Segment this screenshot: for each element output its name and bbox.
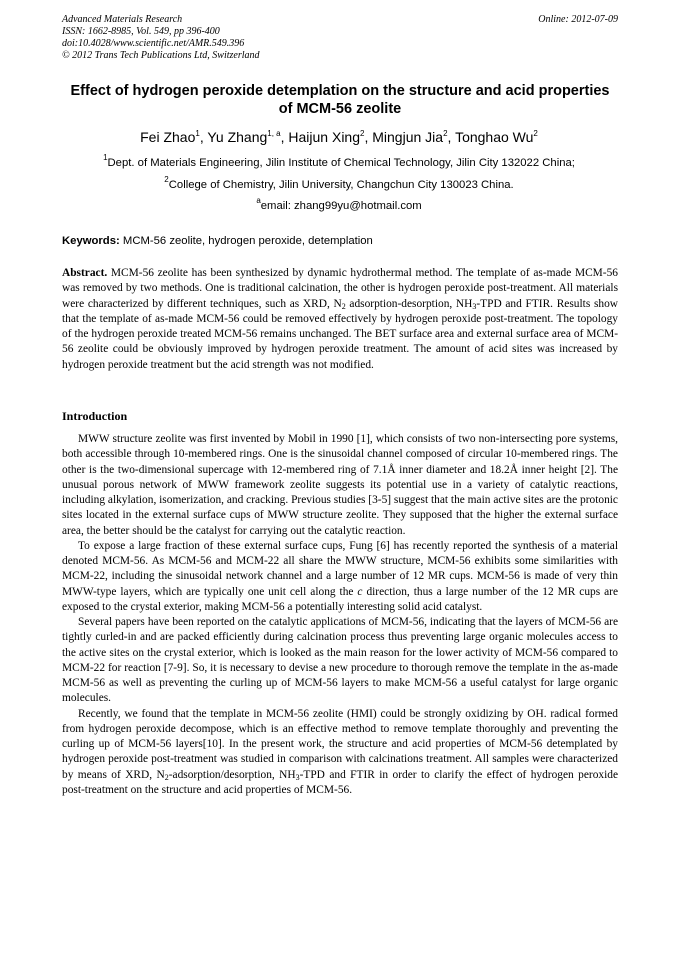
email-mark: a [256,196,261,205]
subscript: 3 [472,301,477,311]
paragraph-text: To expose a large fraction of these external surface cups, Fung [6] has recently reported the synthesis of a material denoted MCM-56. As MCM-56 and MCM-22 all share the MWW structure, MCM-56 exhibits some similarities with MCM-22, including the sinusoidal network channel and a large number of 12 MR cups. MCM-56 is made of very thin MWW-type layers, which are typically one unit cell along the [62,539,618,598]
abstract-text: adsorption-desorption, NH [345,297,473,310]
copyright-line: © 2012 Trans Tech Publications Ltd, Switzerland [62,50,260,61]
author-name: Tonghao Wu [455,129,534,145]
email-text: email: zhang99yu@hotmail.com [260,200,422,212]
paragraph-text: -TPD and FTIR in order to clarify the effect of hydrogen peroxide post-treatment on the structure and acid properties of MCM-56. [62,768,618,796]
affiliation-mark: 1 [103,153,108,162]
affiliation-mark: 2 [164,175,169,184]
paragraph [62,539,618,615]
subscript: 2 [164,772,169,782]
paragraph [62,707,618,799]
journal-header [62,14,618,62]
author-name: Mingjun Jia [372,129,444,145]
paragraph-text: Recently, we found that the template in MCM-56 zeolite (HMI) could be strongly oxidizing by OH. radical formed from hydrogen peroxide decompose, which is an effective method to remove template thoroughly and preventing the curling up of MCM-56 layers[10]. In the present work, the structure and acid properties of MCM-56 detemplated by hydrogen peroxide post-treatment was studied in comparison with calcinations treatment. All samples were characterized by means of XRD, N [62,707,618,781]
abstract-paragraph [62,266,618,373]
doi-line: doi:10.4028/www.scientific.net/AMR.549.396 [62,38,245,49]
author-affiliation-mark: 2 [360,129,365,138]
paragraph: Several papers have been reported on the catalytic applications of MCM-56, indicating that the layers of MCM-56 are tightly curled-in and are packed efficiently during calcination process thus preventing large organic molecules access to the active sites on the crystal exterior, which is looked as the main reason for the lower activity of MCM-56 compared to MCM-22 for reaction [7-9]. So, it is necessary to devise a new procedure to thorough remove the template in the as-made MCM-56 as well as preventing the curling up of MCM-56 layers to make MCM-56 a useful catalyst for large organic molecules. [62,616,618,705]
author-affiliation-mark: 1 [195,129,200,138]
issn-line: ISSN: 1662-8985, Vol. 549, pp 396-400 [62,26,220,37]
keywords-line [62,234,618,248]
email-line [0,196,678,213]
subscript: 3 [295,772,300,782]
affiliation-2 [0,175,678,192]
author-affiliation-mark: 1, a [267,129,281,138]
author-affiliation-mark: 2 [443,129,448,138]
keywords-label: Keywords: [62,235,120,247]
journal-info [62,14,618,62]
paper-title: Effect of hydrogen peroxide detemplation on the structure and acid properties of MCM-56 zeolite [70,83,610,117]
introduction-body [62,432,618,798]
author-name: Yu Zhang [207,129,268,145]
journal-name: Advanced Materials Research [62,14,183,25]
affiliation-text: Dept. of Materials Engineering, Jilin Institute of Chemical Technology, Jilin City 132022 China; [107,157,575,169]
paragraph-text: -adsorption/desorption, NH [168,768,296,781]
abstract-text: -TPD and FTIR. Results show that the template of as-made MCM-56 could be removed effectively by hydrogen peroxide post-treatment. The topology of the hydrogen peroxide treated MCM-56 remains unchanged. The BET surface area and external surface area of MCM-56 zeolite could be obviously improved by hydrogen peroxide treatment. The amount of acid sites was increased by hydrogen peroxide treatment but the acid strength was not modified. [62,297,618,371]
italic-text: c [357,585,363,598]
affiliation-text: College of Chemistry, Jilin University, Changchun City 130023 China. [168,179,514,191]
author-affiliation-mark: 2 [533,129,538,138]
abstract-label: Abstract. [62,267,108,279]
affiliation-1 [0,153,678,170]
paragraph-text: direction, thus a large number of the 12 MR cups are exposed to the crystal exterior, making MCM-56 a potentially interesting solid acid catalyst. [62,585,619,613]
keywords-text: MCM-56 zeolite, hydrogen peroxide, detemplation [122,235,373,247]
author-list: Fei Zhao$^1$, Yu Zhang$^{1, a}$, Haijun Xing$^2$, Mingjun Jia$^2$, Tonghao Wu$^2$ [140,129,538,145]
online-date: Online: 2012-07-09 [538,14,618,25]
abstract-text: MCM-56 zeolite has been synthesized by dynamic hydrothermal method. The template of as-made MCM-56 was removed by two methods. One is traditional calcination, the other is hydrogen peroxide post-treatment. All materials were characterized by different techniques, such as XRD, N [62,267,618,310]
paragraph: MWW structure zeolite was first invented by Mobil in 1990 [1], which consists of two non-intersecting pore systems, both accessible through 10-membered rings. One is the sinusoidal channel composed of circular 10-membered rings. The other is the two-dimensional supercage with 12-membered ring of 7.1Å inner diameter and 18.2Å inner height [2]. The unusual porous network of MWW framework zeolite suggests its potential use in a variety of catalytic reactions, including alkylation, isomerization, and cracking. Previous studies [3-5] suggest that the main active sites are the protonic sites located in the external surface cups of MWW structure zeolite. They supposed that the higher the external surface area, the better should be the catalyst for carrying out the catalytic reaction. [62,433,618,537]
section-heading: Introduction [62,409,128,423]
author-name: Fei Zhao [140,129,196,145]
subscript: 2 [341,301,346,311]
author-name: Haijun Xing [288,129,361,145]
